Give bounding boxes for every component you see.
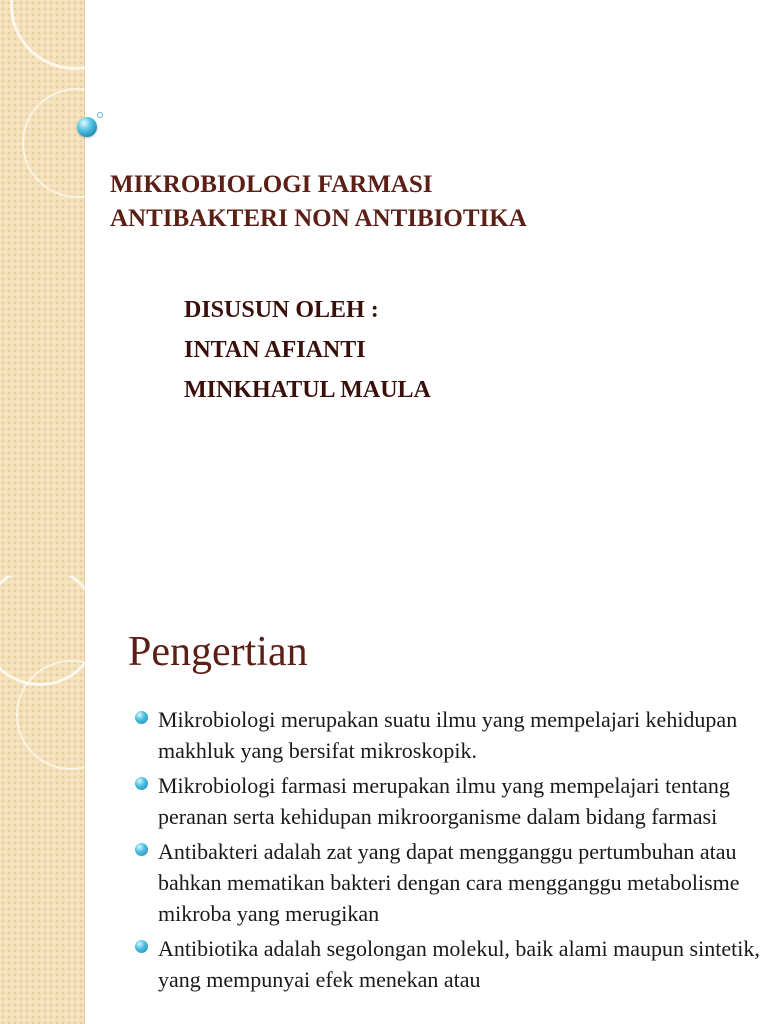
list-item	[134, 704, 764, 766]
bullet-icon	[135, 843, 148, 856]
bullet-text: Mikrobiologi farmasi merupakan ilmu yang mempelajari tentang peranan serta kehidupan mikroorganisme dalam bidang farmasi	[158, 773, 730, 829]
list-item	[134, 933, 764, 995]
decorative-side-band	[0, 0, 85, 576]
bullet-icon	[135, 777, 148, 790]
decorative-ring-icon	[10, 0, 140, 70]
bullet-text: Mikrobiologi merupakan suatu ilmu yang mempelajari kehidupan makhluk yang bersifat mikroskopik.	[158, 707, 738, 763]
bullet-text: Antibakteri adalah zat yang dapat mengganggu pertumbuhan atau bahkan mematikan bakteri dengan cara mengganggu metabolisme mikroba yang merugikan	[158, 839, 740, 926]
small-ring-icon	[97, 112, 103, 118]
author-name: INTAN AFIANTI	[184, 337, 366, 363]
title-line: MIKROBIOLOGI FARMASI	[110, 171, 433, 198]
bullet-icon	[135, 711, 148, 724]
slide-pengertian	[0, 576, 768, 1024]
bullet-text: Antibiotika adalah segolongan molekul, baik alami maupun sintetik, yang mempunyai efek menekan atau	[158, 936, 760, 992]
list-item	[134, 836, 764, 929]
author-name: MINKHATUL MAULA	[184, 377, 431, 403]
title-line: ANTIBAKTERI NON ANTIBIOTIKA	[110, 205, 527, 232]
author-block	[184, 290, 431, 410]
decorative-ring-icon	[16, 660, 126, 770]
slide-heading: Pengertian	[128, 629, 308, 675]
decorative-side-band	[0, 576, 85, 1024]
presentation-title	[110, 168, 527, 236]
bullet-icon	[135, 940, 148, 953]
author-label: DISUSUN OLEH :	[184, 297, 379, 323]
blue-orb-icon	[77, 117, 97, 137]
list-item	[134, 770, 764, 832]
bullet-list	[134, 704, 764, 999]
